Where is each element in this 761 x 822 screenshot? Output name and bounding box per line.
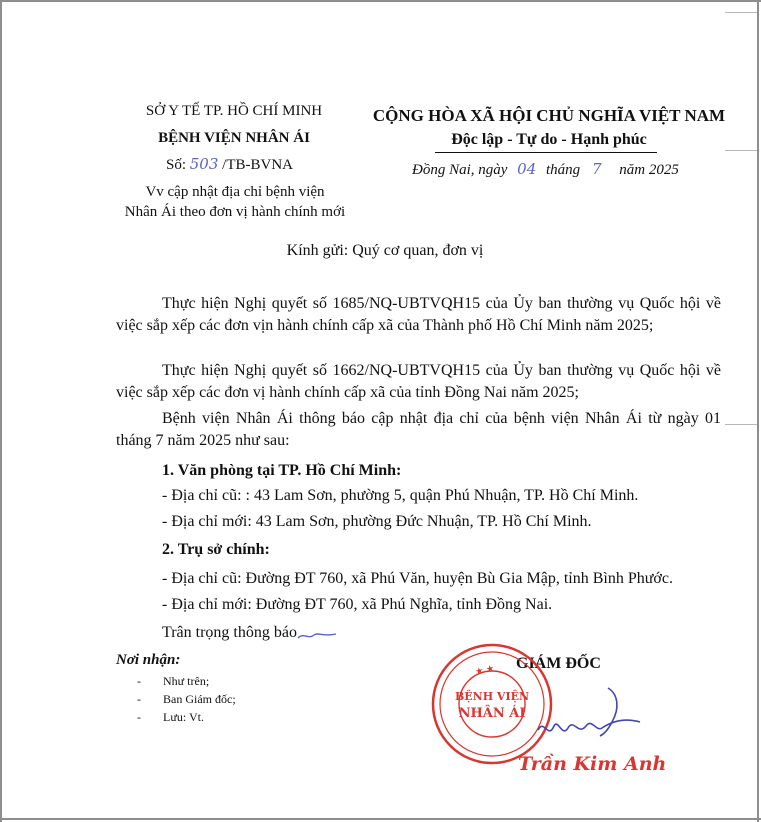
header-left-subject-line1: Vv cập nhật địa chỉ bệnh viện: [145, 184, 325, 200]
header-left-subject-line2: Nhân Ái theo đơn vị hành chính mới: [124, 204, 346, 220]
recipient-item: Lưu: Vt.: [163, 710, 204, 724]
scan-mark: [725, 12, 757, 13]
section2-old-address: - Địa chỉ cũ: Đường ĐT 760, xã Phú Văn, huyện Bù Gia Mập, tỉnh Bình Phước.: [162, 570, 673, 587]
signer-name: Trần Kim Anh: [518, 753, 667, 775]
list-item: - Như trên;: [137, 674, 210, 688]
header-right-motto-underline: [435, 152, 657, 153]
seal-inner-line2: NHÂN ÁI: [458, 706, 526, 721]
header-right-motto: Độc lập - Tự do - Hạnh phúc: [451, 131, 647, 148]
doc-number-handwritten: 503: [189, 155, 219, 173]
date-year-label: năm 2025: [619, 162, 679, 178]
section1-new-address: - Địa chỉ mới: 43 Lam Sơn, phường Đức Nhuận, TP. Hồ Chí Minh.: [162, 513, 592, 530]
section1-heading: 1. Văn phòng tại TP. Hồ Chí Minh:: [162, 462, 402, 479]
signer-position: GIÁM ĐỐC: [516, 655, 601, 672]
list-item: - Ban Giám đốc;: [137, 692, 236, 706]
list-item: - Lưu: Vt.: [137, 710, 204, 724]
doc-number-suffix: /TB-BVNA: [222, 157, 293, 173]
scan-mark: [725, 424, 757, 425]
header-right-nation: CỘNG HÒA XÃ HỘI CHỦ NGHĨA VIỆT NAM: [372, 106, 726, 125]
scan-mark: [725, 150, 757, 151]
seal-inner-line1: BỆNH VIỆN: [454, 690, 530, 703]
date-day-handwritten: 04: [517, 160, 537, 178]
place-date-prefix: Đồng Nai, ngày: [412, 162, 508, 178]
paragraph-resolution-1662: Thực hiện Nghị quyết số 1662/NQ-UBTVQH15 của Ủy ban thường vụ Quốc hội về việc sắp xếp các đơn vị hành chính cấp xã của tỉnh Đồng Nai năm 2025;: [116, 362, 721, 401]
paragraph-notice: Bệnh viện Nhân Ái thông báo cập nhật địa chỉ của bệnh viện Nhân Ái từ ngày 01 tháng 7 năm 2025 như sau:: [116, 410, 721, 449]
section2-new-address: - Địa chỉ mới: Đường ĐT 760, xã Phú Nghĩa, tỉnh Đồng Nai.: [162, 596, 553, 613]
director-signature: [530, 678, 650, 750]
svg-text:★ ★: ★ ★: [474, 663, 496, 678]
section2-heading: 2. Trụ sở chính:: [162, 541, 270, 558]
recipient-item: Như trên;: [163, 674, 210, 688]
closing-pen-stroke: [296, 628, 338, 644]
scan-right-edge: [757, 0, 759, 822]
recipients-list: [137, 672, 236, 726]
header-left-hospital: BỆNH VIỆN NHÂN ÁI: [158, 130, 310, 146]
scan-bottom-edge: [0, 818, 761, 820]
date-month-handwritten: 7: [591, 160, 602, 178]
scan-left-edge: [0, 0, 2, 822]
date-month-label: tháng: [546, 162, 581, 178]
recipients-title: Nơi nhận:: [116, 652, 181, 668]
header-right-place-date: [412, 160, 679, 179]
scan-top-edge: [0, 0, 761, 2]
section1-old-address: - Địa chỉ cũ: : 43 Lam Sơn, phường 5, quận Phú Nhuận, TP. Hồ Chí Minh.: [162, 487, 639, 504]
header-left-doc-number: [166, 155, 293, 174]
closing-line: Trân trọng thông báo: [162, 624, 297, 641]
header-left-ministry: SỞ Y TẾ TP. HỒ CHÍ MINH: [145, 103, 323, 119]
doc-number-prefix: Số:: [166, 157, 187, 173]
paragraph-resolution-1685: Thực hiện Nghị quyết số 1685/NQ-UBTVQH15 của Ủy ban thường vụ Quốc hội về việc sắp xếp các đơn vịn hành chính cấp xã của Thành phố Hồ Chí Minh năm 2025;: [116, 295, 721, 334]
recipient-line: Kính gửi: Quý cơ quan, đơn vị: [286, 242, 484, 259]
recipient-item: Ban Giám đốc;: [163, 692, 236, 706]
